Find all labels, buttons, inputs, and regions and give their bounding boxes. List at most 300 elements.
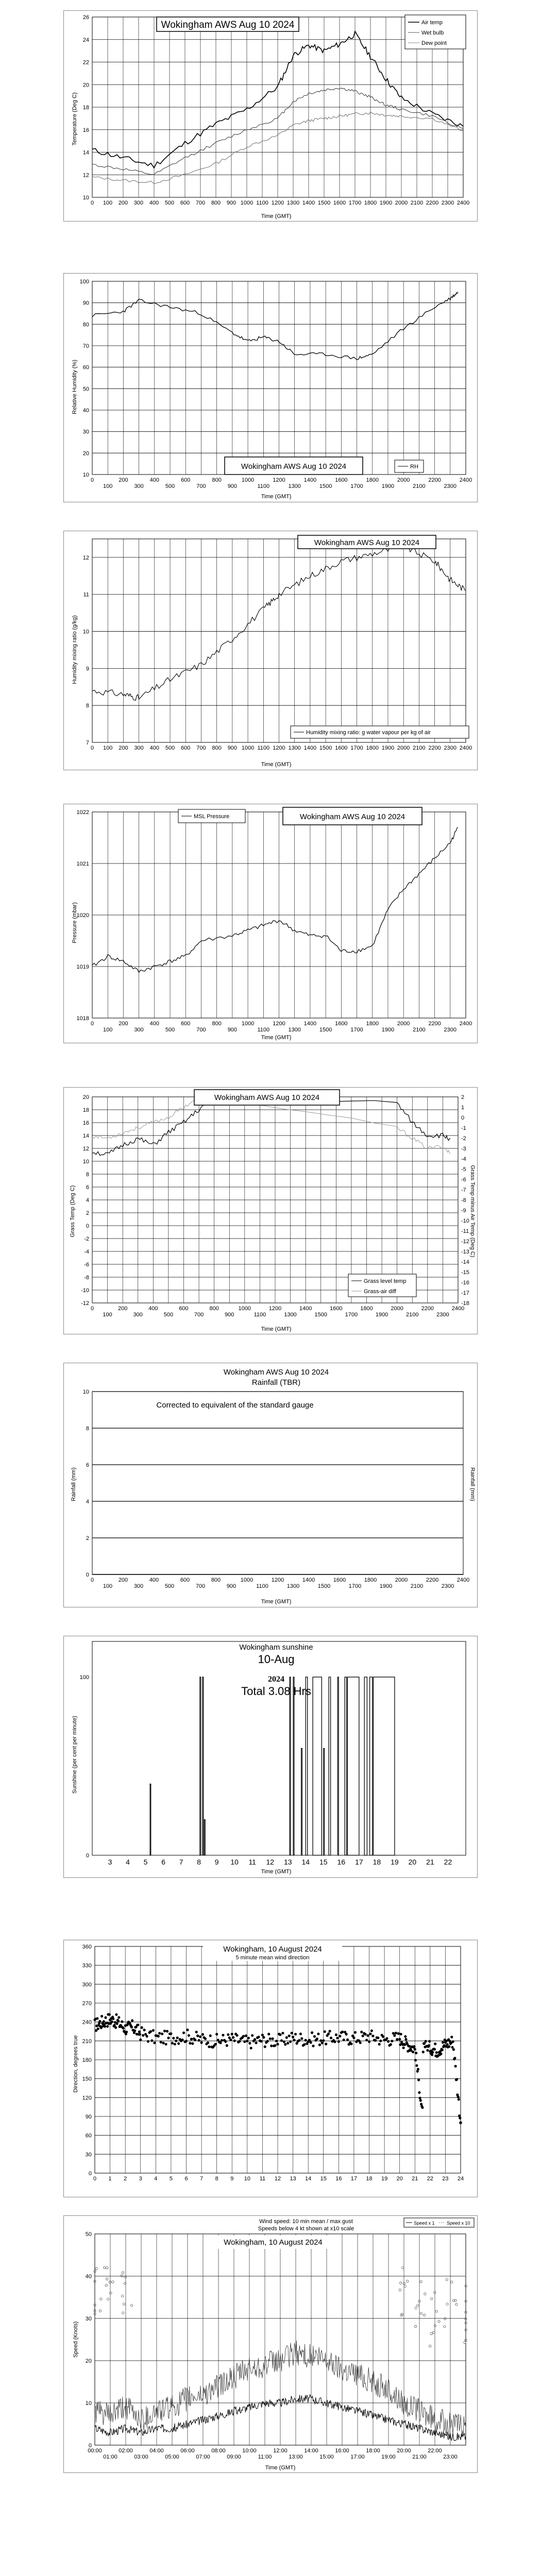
x-tick-label: 1800 xyxy=(364,200,377,206)
direction-point xyxy=(316,2038,318,2040)
direction-point xyxy=(111,2021,113,2023)
direction-point xyxy=(414,2048,416,2050)
direction-point xyxy=(141,2026,143,2029)
x-tick-label: 800 xyxy=(209,1306,219,1312)
direction-point xyxy=(345,2033,348,2036)
y-tick-label: 70 xyxy=(82,343,89,349)
wind-direction-chart xyxy=(64,1940,477,2197)
x-tick-label: 1400 xyxy=(302,1577,315,1583)
y-tick-label: 90 xyxy=(82,300,89,307)
x-axis-label: Time (GMT) xyxy=(261,1869,292,1875)
direction-point xyxy=(204,2038,207,2040)
x-tick-label: 900 xyxy=(227,745,238,751)
x-tick-label: 1000 xyxy=(241,477,255,483)
x-tick-label: 11 xyxy=(259,2176,266,2182)
x-tick-label: 500 xyxy=(163,1312,174,1318)
direction-point xyxy=(390,2043,392,2046)
x-tick-label: 14:00 xyxy=(304,2448,318,2454)
y-tick-label: 10 xyxy=(82,472,89,478)
direction-point xyxy=(378,2043,381,2045)
x-tick-label: 2300 xyxy=(441,1583,454,1589)
direction-point xyxy=(318,2043,321,2046)
direction-point xyxy=(209,2035,212,2037)
x-tick-label: 1900 xyxy=(379,1583,393,1589)
x-tick-label: 5 xyxy=(169,2176,173,2182)
x-tick-label: 2200 xyxy=(428,1021,441,1027)
y-tick-label: 10 xyxy=(82,1159,89,1165)
legend-air-temp: Air temp xyxy=(421,20,443,26)
y-tick-label: 100 xyxy=(79,1674,89,1681)
direction-point xyxy=(439,2053,442,2055)
direction-point xyxy=(100,2015,103,2018)
x-axis-label: Time (GMT) xyxy=(261,213,292,219)
y-tick-label: 20 xyxy=(82,1094,89,1100)
direction-point xyxy=(433,2048,436,2050)
y-tick-label: 26 xyxy=(82,14,89,21)
direction-point xyxy=(245,2035,247,2037)
y-tick-label: 24 xyxy=(82,37,89,43)
y-tick-label: 6 xyxy=(86,1184,89,1191)
y2-axis-label: Rainfall (mm) xyxy=(469,1467,476,1501)
y-tick-label: 60 xyxy=(82,364,89,371)
y-axis-label: Humidity mixing ratio (g/kg) xyxy=(72,615,78,684)
y2-tick-label: -15 xyxy=(461,1269,469,1276)
y-tick-label: 0 xyxy=(86,1853,89,1859)
direction-point xyxy=(139,2033,141,2036)
direction-point xyxy=(130,2026,133,2028)
x-tick-label: 1500 xyxy=(314,1312,327,1318)
x-tick-label: 600 xyxy=(179,1306,189,1312)
x-tick-label: 1900 xyxy=(381,483,395,489)
direction-point xyxy=(285,2036,288,2039)
humidity-chart-panel xyxy=(63,273,478,502)
direction-point xyxy=(288,2035,291,2037)
direction-point xyxy=(448,2045,450,2048)
direction-point xyxy=(289,2040,292,2043)
y-tick-label: 12 xyxy=(82,172,89,179)
x-tick-label: 0 xyxy=(90,1577,94,1583)
direction-point xyxy=(393,2034,396,2037)
direction-point xyxy=(247,2037,250,2039)
x-tick-label: 200 xyxy=(118,1577,128,1583)
y-tick-label: -12 xyxy=(81,1300,89,1307)
x-tick-label: 8 xyxy=(215,2176,218,2182)
direction-point xyxy=(97,2027,99,2030)
chart-title: Wokingham AWS Aug 10 2024 xyxy=(299,812,405,821)
direction-point xyxy=(269,2038,272,2040)
x-tick-label: 1900 xyxy=(381,1027,395,1033)
x-tick-label: 1500 xyxy=(317,1583,331,1589)
x-tick-label: 2200 xyxy=(426,200,439,206)
x-tick-label: 1000 xyxy=(240,1577,253,1583)
direction-point xyxy=(379,2040,382,2042)
x-tick-label: 15:00 xyxy=(319,2454,334,2460)
direction-point xyxy=(403,2043,406,2046)
direction-point xyxy=(350,2043,352,2045)
y-tick-label: 50 xyxy=(82,386,89,393)
x-tick-label: 2300 xyxy=(441,200,454,206)
direction-point xyxy=(214,2043,217,2045)
direction-point xyxy=(114,2026,117,2029)
direction-point xyxy=(165,2043,167,2045)
x-tick-label: 2000 xyxy=(397,745,410,751)
direction-point xyxy=(303,2043,306,2046)
y2-tick-label: -17 xyxy=(461,1290,469,1296)
x-tick-label: 1800 xyxy=(366,745,379,751)
direction-point xyxy=(368,2040,370,2043)
direction-point xyxy=(298,2039,300,2042)
direction-point xyxy=(138,2030,141,2033)
direction-point xyxy=(191,2042,194,2045)
direction-point xyxy=(324,2030,326,2033)
chart-subtitle: Rainfall (TBR) xyxy=(251,1378,301,1387)
y-tick-label: -6 xyxy=(84,1262,89,1268)
chart-title: Wokingham, 10 August 2024 xyxy=(224,2238,323,2247)
x-tick-label: 13 xyxy=(290,2176,296,2182)
x-tick-label: 2400 xyxy=(459,745,472,751)
y-tick-label: 9 xyxy=(86,666,89,672)
x-tick-label: 1200 xyxy=(271,200,284,206)
direction-point xyxy=(238,2040,241,2043)
x-tick-label: 900 xyxy=(225,1312,234,1318)
y2-tick-label: -5 xyxy=(461,1166,466,1173)
x-tick-label: 1700 xyxy=(345,1312,358,1318)
direction-point xyxy=(172,2037,175,2040)
x-tick-label: 1800 xyxy=(364,1577,377,1583)
direction-point xyxy=(362,2035,364,2037)
x-tick-label: 0 xyxy=(90,477,94,483)
x-tick-label: 1600 xyxy=(333,200,346,206)
rainfall-chart xyxy=(64,1363,477,1607)
rainfall-chart-panel xyxy=(63,1363,478,1607)
x-tick-label: 1300 xyxy=(288,483,301,489)
direction-point xyxy=(219,2042,222,2044)
chart-top-note-1: Wind speed: 10 min mean / max gust xyxy=(259,2218,353,2225)
direction-point xyxy=(300,2037,303,2040)
x-tick-label: 2400 xyxy=(459,1021,472,1027)
x-tick-label: 1800 xyxy=(366,477,379,483)
y2-tick-label: -12 xyxy=(461,1239,469,1245)
direction-point xyxy=(232,2036,234,2039)
y2-tick-label: -3 xyxy=(461,1146,466,1152)
y-axis-label: Pressure (mbar) xyxy=(72,902,78,943)
direction-point xyxy=(196,2035,199,2037)
y-axis-label: Temperature (Deg C) xyxy=(72,92,78,146)
x-tick-label: 800 xyxy=(212,477,222,483)
direction-point xyxy=(194,2039,196,2041)
chart-title: Wokingham AWS Aug 10 2024 xyxy=(214,1093,320,1102)
direction-point xyxy=(260,2040,262,2043)
direction-point xyxy=(359,2041,362,2044)
x-tick-label: 1300 xyxy=(288,1027,301,1033)
x-tick-label: 15 xyxy=(320,2176,327,2182)
x-tick-label: 17 xyxy=(355,1858,363,1866)
x-tick-label: 1700 xyxy=(350,483,363,489)
x-tick-label: 2100 xyxy=(406,1312,419,1318)
direction-point xyxy=(454,2065,457,2067)
x-tick-label: 1500 xyxy=(319,1027,332,1033)
x-tick-label: 18 xyxy=(366,2176,373,2182)
direction-point xyxy=(415,2052,417,2054)
direction-point xyxy=(431,2051,434,2054)
legend-dew-point: Dew point xyxy=(421,40,447,46)
direction-point xyxy=(198,2039,200,2042)
x-tick-label: 2200 xyxy=(426,1577,439,1583)
direction-point xyxy=(299,2032,302,2035)
direction-point xyxy=(385,2037,388,2040)
x-tick-label: 0 xyxy=(90,1306,94,1312)
x-tick-label: 300 xyxy=(134,1027,144,1033)
x-tick-label: 700 xyxy=(194,1312,204,1318)
direction-point xyxy=(434,2043,436,2045)
x-tick-label: 21 xyxy=(412,2176,418,2182)
chart-year: 2024 xyxy=(268,1675,284,1684)
direction-point xyxy=(428,2040,431,2043)
x-tick-label: 1700 xyxy=(348,1583,362,1589)
direction-point xyxy=(425,2040,427,2043)
y-tick-label: 12 xyxy=(82,554,89,561)
direction-point xyxy=(402,2046,405,2049)
x-tick-label: 2200 xyxy=(428,477,441,483)
direction-point xyxy=(255,2042,258,2044)
direction-point xyxy=(459,2121,462,2124)
x-tick-label: 10 xyxy=(244,2176,250,2182)
x-tick-label: 11:00 xyxy=(258,2454,272,2460)
x-tick-label: 7 xyxy=(200,2176,204,2182)
x-tick-label: 23 xyxy=(442,2176,449,2182)
direction-point xyxy=(369,2032,371,2035)
x-tick-label: 1300 xyxy=(286,1583,300,1589)
x-tick-label: 1600 xyxy=(335,1021,348,1027)
direction-point xyxy=(310,2041,312,2044)
x-axis-label: Time (GMT) xyxy=(261,1326,292,1332)
direction-point xyxy=(455,2078,458,2080)
chart-title: Wokingham, 10 August 2024 xyxy=(223,1945,322,1954)
direction-point xyxy=(279,2033,281,2036)
x-tick-label: 300 xyxy=(134,483,144,489)
direction-point xyxy=(149,2030,152,2033)
x-tick-label: 2400 xyxy=(451,1306,465,1312)
direction-point xyxy=(112,2018,114,2020)
y-tick-label: 30 xyxy=(82,429,89,435)
wind-speed-chart-panel xyxy=(63,2215,478,2473)
legend-wet-bulb: Wet bulb xyxy=(421,30,444,36)
direction-point xyxy=(266,2040,269,2042)
x-tick-label: 1300 xyxy=(288,745,301,751)
direction-point xyxy=(377,2037,379,2039)
x-tick-label: 100 xyxy=(103,1583,113,1589)
legend-grass-level-temp: Grass level temp xyxy=(364,1278,407,1284)
x-tick-label: 100 xyxy=(103,483,113,489)
direction-point xyxy=(333,2041,336,2043)
direction-point xyxy=(452,2040,454,2043)
direction-point xyxy=(246,2040,248,2042)
direction-point xyxy=(96,2017,98,2020)
x-tick-label: 19:00 xyxy=(381,2454,396,2460)
x-axis-label: Time (GMT) xyxy=(261,1035,292,1041)
direction-point xyxy=(366,2034,369,2037)
x-tick-label: 13:00 xyxy=(289,2454,303,2460)
direction-point xyxy=(175,2040,177,2042)
direction-point xyxy=(330,2037,332,2039)
y-tick-label: 4 xyxy=(86,1499,89,1505)
y2-tick-label: -6 xyxy=(461,1177,466,1183)
x-tick-label: 100 xyxy=(103,200,113,206)
y2-tick-label: -14 xyxy=(461,1259,469,1265)
direction-point xyxy=(264,2045,266,2048)
legend-mixing-ratio: Humidity mixing ratio: g water vapour per kg of air xyxy=(306,730,431,736)
y2-axis-label: Grass Temp minus Air Temp (Deg C) xyxy=(469,1165,476,1258)
x-tick-label: 1100 xyxy=(253,1312,266,1318)
y-tick-label: 18 xyxy=(82,1107,89,1113)
y-tick-label: 80 xyxy=(82,321,89,328)
direction-point xyxy=(312,2045,314,2047)
grass-temp-chart-panel xyxy=(63,1087,478,1334)
x-tick-label: 900 xyxy=(226,200,236,206)
direction-point xyxy=(281,2032,284,2035)
x-tick-label: 500 xyxy=(165,1027,175,1033)
x-tick-label: 20 xyxy=(408,1858,417,1866)
direction-point xyxy=(419,2097,421,2099)
humidity-chart xyxy=(64,274,477,502)
y-tick-label: 10 xyxy=(82,1389,89,1395)
direction-point xyxy=(262,2036,265,2039)
x-tick-label: 1400 xyxy=(303,745,317,751)
y-tick-label: 120 xyxy=(82,2095,92,2102)
direction-point xyxy=(276,2043,279,2045)
direction-point xyxy=(104,2016,107,2019)
direction-point xyxy=(441,2048,444,2051)
direction-point xyxy=(400,2033,402,2036)
direction-point xyxy=(195,2031,198,2033)
y-tick-label: -10 xyxy=(81,1287,89,1294)
wind-direction-chart-panel xyxy=(63,1940,478,2197)
y-tick-label: 30 xyxy=(85,2316,92,2322)
x-tick-label: 2100 xyxy=(413,745,426,751)
direction-point xyxy=(374,2039,377,2042)
direction-point xyxy=(242,2035,245,2038)
x-tick-label: 01:00 xyxy=(103,2454,117,2460)
x-tick-label: 21:00 xyxy=(412,2454,427,2460)
x-tick-label: 1100 xyxy=(257,1027,270,1033)
x-tick-label: 24 xyxy=(457,2176,464,2182)
x-tick-label: 2400 xyxy=(457,1577,470,1583)
y-tick-label: 210 xyxy=(82,2038,92,2045)
y-tick-label: 20 xyxy=(82,450,89,457)
y-tick-label: 40 xyxy=(82,408,89,414)
direction-point xyxy=(272,2038,274,2040)
direction-point xyxy=(457,2095,460,2098)
y-tick-label: 1018 xyxy=(76,1015,89,1022)
plot-area xyxy=(92,1392,463,1574)
x-tick-label: 2300 xyxy=(444,1027,457,1033)
direction-point xyxy=(412,2050,414,2053)
x-tick-label: 1400 xyxy=(302,200,315,206)
direction-point xyxy=(418,2091,420,2094)
x-tick-label: 1900 xyxy=(375,1312,388,1318)
x-tick-label: 400 xyxy=(149,477,160,483)
y2-tick-label: 1 xyxy=(461,1105,465,1111)
x-tick-label: 10 xyxy=(230,1858,239,1866)
x-tick-label: 17:00 xyxy=(350,2454,365,2460)
x-tick-label: 1200 xyxy=(271,1577,284,1583)
direction-point xyxy=(116,2022,119,2025)
direction-point xyxy=(354,2031,357,2033)
x-tick-label: 0 xyxy=(93,2176,97,2182)
y-tick-label: 10 xyxy=(85,2400,92,2406)
y-tick-label: 8 xyxy=(86,1172,89,1178)
direction-point xyxy=(222,2034,224,2037)
direction-point xyxy=(125,2030,128,2033)
x-tick-label: 2 xyxy=(124,2176,127,2182)
direction-point xyxy=(117,2016,120,2019)
x-tick-label: 800 xyxy=(211,1577,221,1583)
direction-point xyxy=(343,2039,345,2041)
direction-point xyxy=(360,2030,363,2033)
x-tick-label: 800 xyxy=(211,200,221,206)
direction-point xyxy=(103,2020,105,2023)
y-tick-label: 1019 xyxy=(76,964,89,970)
direction-point xyxy=(292,2036,294,2038)
x-tick-label: 2300 xyxy=(436,1312,449,1318)
y-tick-label: 0 xyxy=(86,1223,89,1229)
direction-point xyxy=(404,2038,407,2041)
x-tick-label: 12:00 xyxy=(273,2448,288,2454)
direction-point xyxy=(327,2032,330,2035)
x-axis-label: Time (GMT) xyxy=(261,494,292,500)
x-tick-label: 2000 xyxy=(395,1577,408,1583)
direction-point xyxy=(176,2037,179,2039)
x-tick-label: 600 xyxy=(180,1577,190,1583)
y-tick-label: 20 xyxy=(85,2358,92,2364)
y2-tick-label: 2 xyxy=(461,1094,465,1100)
direction-point xyxy=(371,2035,374,2037)
x-tick-label: 400 xyxy=(149,1021,160,1027)
x-tick-label: 400 xyxy=(148,1306,158,1312)
direction-point xyxy=(261,2033,264,2036)
x-tick-label: 16 xyxy=(335,2176,342,2182)
direction-point xyxy=(108,2013,111,2016)
y-tick-label: 20 xyxy=(82,82,89,89)
y2-tick-label: -7 xyxy=(461,1187,466,1193)
x-tick-label: 1000 xyxy=(241,745,255,751)
direction-point xyxy=(122,2027,125,2029)
legend-speed-x1: Speed x 1 xyxy=(414,2221,435,2226)
y2-tick-label: -1 xyxy=(461,1125,466,1131)
direction-point xyxy=(336,2037,339,2039)
direction-point xyxy=(221,2039,223,2042)
direction-point xyxy=(227,2033,229,2036)
direction-point xyxy=(229,2039,232,2041)
direction-point xyxy=(275,2040,278,2042)
x-tick-label: 12 xyxy=(274,2176,281,2182)
direction-point xyxy=(153,2042,156,2044)
x-tick-label: 6 xyxy=(161,1858,165,1866)
x-tick-label: 1000 xyxy=(238,1306,251,1312)
direction-point xyxy=(321,2042,324,2044)
x-tick-label: 400 xyxy=(149,1577,159,1583)
y-tick-label: 18 xyxy=(82,105,89,111)
direction-point xyxy=(117,2020,120,2023)
direction-point xyxy=(152,2029,155,2031)
x-tick-label: 2100 xyxy=(410,1583,424,1589)
direction-point xyxy=(442,2041,444,2044)
direction-point xyxy=(150,2039,153,2042)
direction-point xyxy=(339,2035,341,2038)
x-tick-label: 0 xyxy=(90,745,94,751)
x-tick-label: 2100 xyxy=(413,483,426,489)
x-tick-label: 500 xyxy=(164,1583,175,1589)
